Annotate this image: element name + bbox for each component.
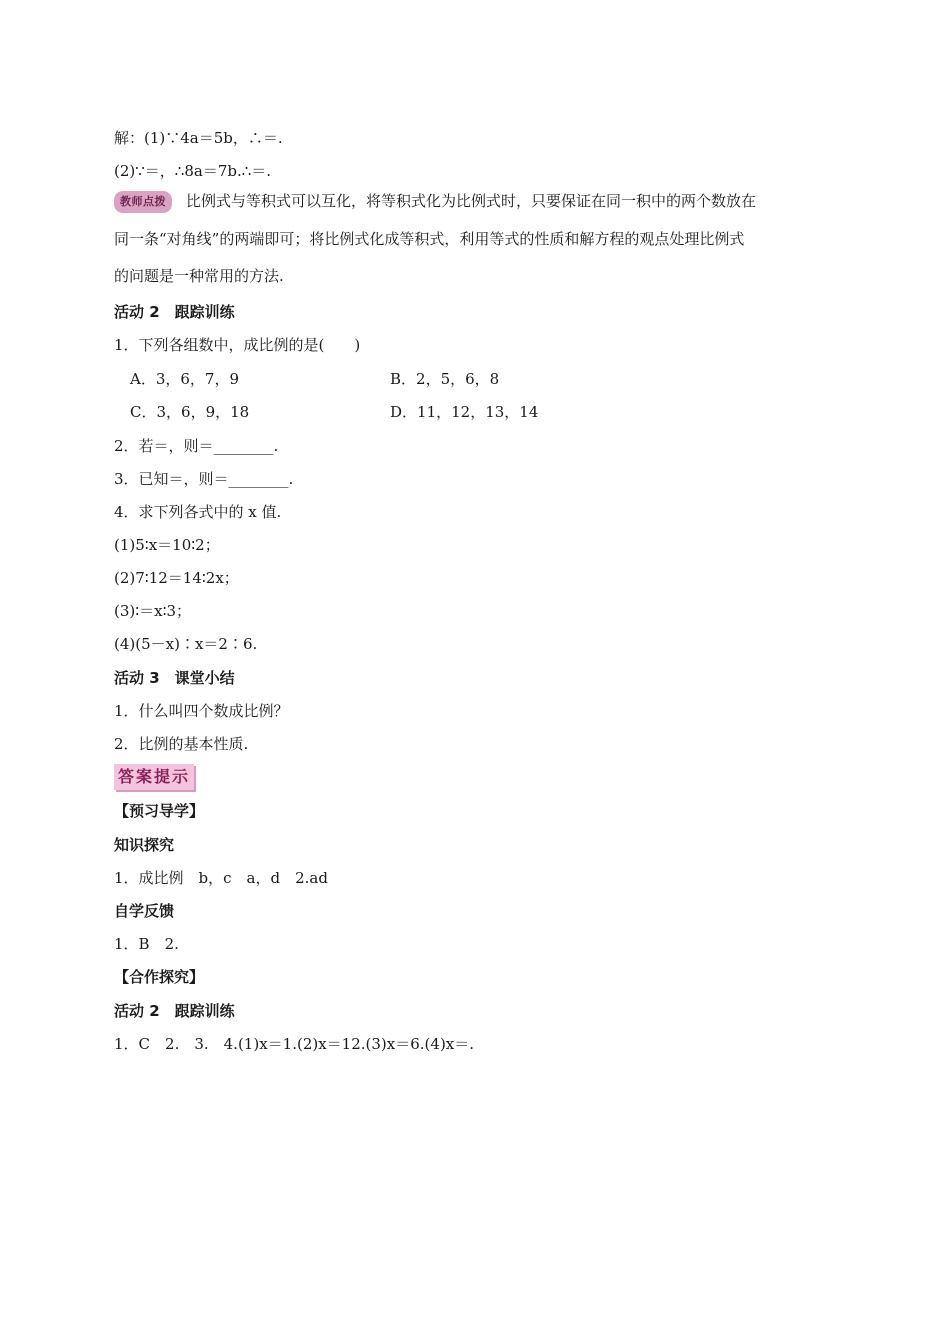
preview-heading: 【预习导学】	[114, 802, 205, 820]
teacher-tip-line-2: 同一条“对角线”的两端即可；将比例式化成等积式，利用等式的性质和解方程的观点处理比例式	[114, 230, 745, 248]
summary-item-1: 1．什么叫四个数成比例？	[114, 702, 289, 720]
summary-item-2: 2．比例的基本性质.	[114, 735, 249, 753]
feedback-heading: 自学反馈	[114, 902, 175, 920]
knowledge-answers: 1．成比例 b，c a，d 2.ad	[114, 869, 328, 887]
answers-activity2-line: 1．C 2. 3. 4.(1)x＝1.(2)x＝12.(3)x＝6.(4)x＝.	[114, 1035, 475, 1053]
question-4-part-2: (2)7∶12＝14∶2x；	[114, 569, 239, 587]
option-b: B．2，5，6，8	[390, 370, 500, 388]
teacher-tip-line-3: 的问题是一种常用的方法.	[114, 267, 284, 285]
teacher-tip-badge: 教师点拨	[114, 191, 172, 213]
teacher-tip-text-1: 比例式与等积式可以互化，将等积式化为比例式时，只要保证在同一积中的两个数放在	[186, 192, 757, 210]
activity2-title: 活动 2 跟踪训练	[114, 303, 235, 321]
activity3-title: 活动 3 课堂小结	[114, 669, 235, 687]
question-2: 2．若＝，则＝________.	[114, 437, 279, 455]
question-3: 3．已知＝，则＝________.	[114, 470, 294, 488]
cooperation-heading: 【合作探究】	[114, 968, 205, 986]
option-a: A．3，6，7，9	[130, 370, 240, 388]
teacher-tip-line-1	[114, 191, 756, 213]
question-4-part-3: (3)∶＝x∶3；	[114, 602, 192, 620]
question-4-part-4: (4)(5－x)∶x＝2∶6.	[114, 635, 258, 653]
option-c: C．3，6，9，18	[130, 403, 250, 421]
solution-line-1: 解：(1)∵4a＝5b，∴＝.	[114, 129, 283, 147]
question-1: 1．下列各组数中，成比例的是( )	[114, 336, 361, 354]
answers-activity2-heading: 活动 2 跟踪训练	[114, 1002, 235, 1020]
solution-line-2: (2)∵＝，∴8a＝7b.∴＝.	[114, 162, 272, 180]
question-4: 4．求下列各式中的 x 值.	[114, 503, 282, 521]
feedback-answers: 1．B 2.	[114, 935, 179, 953]
question-4-part-1: (1)5∶x＝10∶2；	[114, 536, 220, 554]
answer-hint-badge: 答案提示	[114, 764, 194, 790]
option-d: D．11，12，13，14	[390, 403, 539, 421]
knowledge-heading: 知识探究	[114, 836, 175, 854]
